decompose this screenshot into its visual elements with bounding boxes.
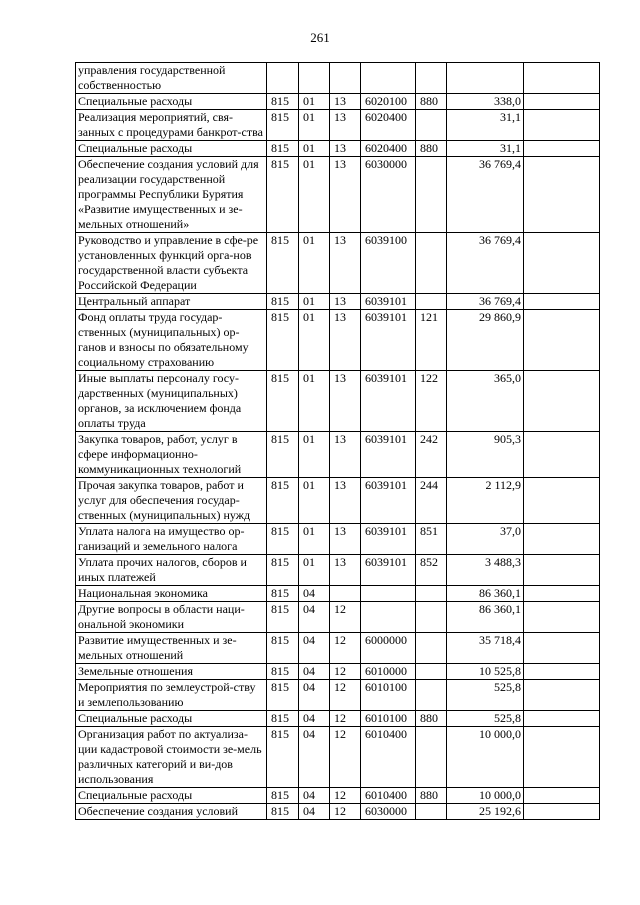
row-vr-code: 852 bbox=[416, 555, 447, 586]
row-rz-code: 04 bbox=[299, 633, 330, 664]
row-pr-code: 12 bbox=[330, 633, 361, 664]
row-gr-code: 815 bbox=[267, 711, 299, 727]
row-csr-code: 6039100 bbox=[361, 233, 416, 294]
row-gr-code: 815 bbox=[267, 602, 299, 633]
row-amount: 31,1 bbox=[447, 141, 524, 157]
table-row bbox=[76, 432, 600, 478]
row-vr-code bbox=[416, 633, 447, 664]
row-csr-code: 6020100 bbox=[361, 94, 416, 110]
row-pr-code: 13 bbox=[330, 310, 361, 371]
row-name: Закупка товаров, работ, услуг в сфере информационно-коммуникационных технологий bbox=[76, 432, 267, 478]
row-gr-code: 815 bbox=[267, 294, 299, 310]
row-amount: 86 360,1 bbox=[447, 586, 524, 602]
row-amount: 3 488,3 bbox=[447, 555, 524, 586]
row-pr-code bbox=[330, 586, 361, 602]
row-rz-code: 04 bbox=[299, 711, 330, 727]
row-rz-code: 01 bbox=[299, 555, 330, 586]
table-row bbox=[76, 586, 600, 602]
row-gr-code: 815 bbox=[267, 586, 299, 602]
row-extra bbox=[524, 524, 600, 555]
row-amount: 37,0 bbox=[447, 524, 524, 555]
row-pr-code: 12 bbox=[330, 804, 361, 820]
row-extra bbox=[524, 94, 600, 110]
row-rz-code: 04 bbox=[299, 664, 330, 680]
row-extra bbox=[524, 602, 600, 633]
row-vr-code bbox=[416, 586, 447, 602]
row-amount: 31,1 bbox=[447, 110, 524, 141]
row-rz-code: 01 bbox=[299, 432, 330, 478]
row-extra bbox=[524, 110, 600, 141]
row-csr-code: 6030000 bbox=[361, 804, 416, 820]
row-vr-code: 880 bbox=[416, 141, 447, 157]
table-row bbox=[76, 633, 600, 664]
row-csr-code: 6039101 bbox=[361, 478, 416, 524]
table-row bbox=[76, 555, 600, 586]
row-amount: 86 360,1 bbox=[447, 602, 524, 633]
row-csr-code: 6000000 bbox=[361, 633, 416, 664]
row-csr-code: 6020400 bbox=[361, 141, 416, 157]
table-row bbox=[76, 680, 600, 711]
row-name: Мероприятия по землеустрой-ству и землепользованию bbox=[76, 680, 267, 711]
row-extra bbox=[524, 63, 600, 94]
table-row bbox=[76, 233, 600, 294]
row-vr-code: 121 bbox=[416, 310, 447, 371]
row-vr-code bbox=[416, 664, 447, 680]
row-amount: 10 000,0 bbox=[447, 788, 524, 804]
row-gr-code: 815 bbox=[267, 94, 299, 110]
row-pr-code: 13 bbox=[330, 233, 361, 294]
table-row bbox=[76, 110, 600, 141]
row-pr-code: 12 bbox=[330, 664, 361, 680]
row-name: Иные выплаты персоналу госу-дарственных (муниципальных) органов, за исключением фонда оплаты труда bbox=[76, 371, 267, 432]
row-csr-code: 6039101 bbox=[361, 310, 416, 371]
row-rz-code: 04 bbox=[299, 602, 330, 633]
row-csr-code: 6010400 bbox=[361, 788, 416, 804]
row-extra bbox=[524, 711, 600, 727]
row-extra bbox=[524, 586, 600, 602]
row-amount: 25 192,6 bbox=[447, 804, 524, 820]
row-amount bbox=[447, 63, 524, 94]
row-name: Обеспечение создания условий для реализации государственной программы Республики Бурятия «Развитие имущественных и зе-мельных отношений» bbox=[76, 157, 267, 233]
row-name: Другие вопросы в области наци-ональной экономики bbox=[76, 602, 267, 633]
row-rz-code: 01 bbox=[299, 294, 330, 310]
row-name: Руководство и управление в сфе-ре установленных функций орга-нов государственной власти субъекта Российской Федерации bbox=[76, 233, 267, 294]
row-csr-code: 6010000 bbox=[361, 664, 416, 680]
row-amount: 36 769,4 bbox=[447, 233, 524, 294]
row-csr-code bbox=[361, 602, 416, 633]
row-name: Обеспечение создания условий bbox=[76, 804, 267, 820]
table-row bbox=[76, 63, 600, 94]
row-rz-code: 01 bbox=[299, 110, 330, 141]
row-rz-code bbox=[299, 63, 330, 94]
row-csr-code: 6039101 bbox=[361, 371, 416, 432]
row-gr-code: 815 bbox=[267, 478, 299, 524]
table-row bbox=[76, 727, 600, 788]
row-csr-code: 6020400 bbox=[361, 110, 416, 141]
row-vr-code: 880 bbox=[416, 94, 447, 110]
row-pr-code: 13 bbox=[330, 524, 361, 555]
row-amount: 10 000,0 bbox=[447, 727, 524, 788]
row-rz-code: 01 bbox=[299, 478, 330, 524]
row-extra bbox=[524, 157, 600, 233]
row-pr-code: 12 bbox=[330, 602, 361, 633]
row-rz-code: 01 bbox=[299, 157, 330, 233]
row-extra bbox=[524, 727, 600, 788]
row-gr-code bbox=[267, 63, 299, 94]
row-rz-code: 01 bbox=[299, 310, 330, 371]
row-amount: 29 860,9 bbox=[447, 310, 524, 371]
row-pr-code: 13 bbox=[330, 94, 361, 110]
row-vr-code bbox=[416, 110, 447, 141]
row-gr-code: 815 bbox=[267, 524, 299, 555]
table-row bbox=[76, 310, 600, 371]
row-pr-code: 13 bbox=[330, 371, 361, 432]
row-rz-code: 01 bbox=[299, 233, 330, 294]
row-extra bbox=[524, 310, 600, 371]
row-vr-code bbox=[416, 727, 447, 788]
row-extra bbox=[524, 233, 600, 294]
row-gr-code: 815 bbox=[267, 110, 299, 141]
row-extra bbox=[524, 294, 600, 310]
row-rz-code: 04 bbox=[299, 586, 330, 602]
row-pr-code: 13 bbox=[330, 110, 361, 141]
row-rz-code: 01 bbox=[299, 371, 330, 432]
row-gr-code: 815 bbox=[267, 371, 299, 432]
row-vr-code bbox=[416, 294, 447, 310]
row-name: Уплата прочих налогов, сборов и иных платежей bbox=[76, 555, 267, 586]
row-vr-code bbox=[416, 233, 447, 294]
row-amount: 10 525,8 bbox=[447, 664, 524, 680]
row-vr-code bbox=[416, 680, 447, 711]
row-vr-code: 880 bbox=[416, 711, 447, 727]
row-pr-code: 13 bbox=[330, 432, 361, 478]
row-pr-code: 13 bbox=[330, 555, 361, 586]
row-pr-code: 12 bbox=[330, 711, 361, 727]
row-extra bbox=[524, 141, 600, 157]
row-gr-code: 815 bbox=[267, 555, 299, 586]
table-row bbox=[76, 478, 600, 524]
row-name: Национальная экономика bbox=[76, 586, 267, 602]
table-row bbox=[76, 602, 600, 633]
row-csr-code: 6039101 bbox=[361, 555, 416, 586]
table-row bbox=[76, 664, 600, 680]
row-pr-code: 13 bbox=[330, 157, 361, 233]
row-gr-code: 815 bbox=[267, 680, 299, 711]
row-vr-code bbox=[416, 157, 447, 233]
table-row bbox=[76, 371, 600, 432]
table-row bbox=[76, 141, 600, 157]
row-amount: 365,0 bbox=[447, 371, 524, 432]
row-extra bbox=[524, 555, 600, 586]
row-amount: 338,0 bbox=[447, 94, 524, 110]
row-csr-code: 6010100 bbox=[361, 711, 416, 727]
row-extra bbox=[524, 478, 600, 524]
row-name: Реализация мероприятий, свя-занных с процедурами банкрот-ства bbox=[76, 110, 267, 141]
row-gr-code: 815 bbox=[267, 727, 299, 788]
row-gr-code: 815 bbox=[267, 804, 299, 820]
table-row bbox=[76, 788, 600, 804]
row-name: Специальные расходы bbox=[76, 94, 267, 110]
row-gr-code: 815 bbox=[267, 788, 299, 804]
row-amount: 2 112,9 bbox=[447, 478, 524, 524]
row-amount: 525,8 bbox=[447, 680, 524, 711]
row-csr-code: 6039101 bbox=[361, 294, 416, 310]
row-name: Земельные отношения bbox=[76, 664, 267, 680]
row-gr-code: 815 bbox=[267, 432, 299, 478]
budget-table bbox=[75, 62, 600, 820]
row-gr-code: 815 bbox=[267, 157, 299, 233]
table-row bbox=[76, 157, 600, 233]
row-name: Прочая закупка товаров, работ и услуг для обеспечения государ-ственных (муниципальных) нужд bbox=[76, 478, 267, 524]
row-extra bbox=[524, 680, 600, 711]
page-number: 261 bbox=[310, 30, 330, 45]
row-rz-code: 04 bbox=[299, 804, 330, 820]
row-pr-code: 13 bbox=[330, 478, 361, 524]
row-csr-code: 6039101 bbox=[361, 524, 416, 555]
row-gr-code: 815 bbox=[267, 310, 299, 371]
row-pr-code: 13 bbox=[330, 141, 361, 157]
row-name: управления государственной собственностью bbox=[76, 63, 267, 94]
row-extra bbox=[524, 371, 600, 432]
row-pr-code: 12 bbox=[330, 788, 361, 804]
row-csr-code: 6010100 bbox=[361, 680, 416, 711]
row-rz-code: 04 bbox=[299, 788, 330, 804]
row-extra bbox=[524, 664, 600, 680]
row-extra bbox=[524, 804, 600, 820]
row-name: Специальные расходы bbox=[76, 141, 267, 157]
row-gr-code: 815 bbox=[267, 633, 299, 664]
row-vr-code: 880 bbox=[416, 788, 447, 804]
row-csr-code bbox=[361, 586, 416, 602]
row-csr-code: 6030000 bbox=[361, 157, 416, 233]
row-name: Фонд оплаты труда государ-ственных (муниципальных) ор-ганов и взносы по обязательному социальному страхованию bbox=[76, 310, 267, 371]
row-pr-code: 12 bbox=[330, 727, 361, 788]
row-rz-code: 04 bbox=[299, 680, 330, 711]
row-vr-code: 851 bbox=[416, 524, 447, 555]
row-vr-code bbox=[416, 804, 447, 820]
row-amount: 36 769,4 bbox=[447, 294, 524, 310]
row-rz-code: 01 bbox=[299, 524, 330, 555]
row-name: Специальные расходы bbox=[76, 788, 267, 804]
table-row bbox=[76, 804, 600, 820]
table-row bbox=[76, 94, 600, 110]
row-name: Специальные расходы bbox=[76, 711, 267, 727]
row-amount: 36 769,4 bbox=[447, 157, 524, 233]
table-row bbox=[76, 711, 600, 727]
row-rz-code: 01 bbox=[299, 141, 330, 157]
row-csr-code bbox=[361, 63, 416, 94]
row-name: Развитие имущественных и зе-мельных отношений bbox=[76, 633, 267, 664]
row-amount: 905,3 bbox=[447, 432, 524, 478]
row-pr-code: 13 bbox=[330, 294, 361, 310]
table-row bbox=[76, 524, 600, 555]
table-row bbox=[76, 294, 600, 310]
row-name: Организация работ по актуализа-ции кадастровой стоимости зе-мель различных категорий и ви-дов использования bbox=[76, 727, 267, 788]
row-csr-code: 6010400 bbox=[361, 727, 416, 788]
row-name: Уплата налога на имущество ор-ганизаций и земельного налога bbox=[76, 524, 267, 555]
row-rz-code: 04 bbox=[299, 727, 330, 788]
row-pr-code: 12 bbox=[330, 680, 361, 711]
row-gr-code: 815 bbox=[267, 233, 299, 294]
row-extra bbox=[524, 788, 600, 804]
row-vr-code: 122 bbox=[416, 371, 447, 432]
row-extra bbox=[524, 633, 600, 664]
row-amount: 35 718,4 bbox=[447, 633, 524, 664]
row-rz-code: 01 bbox=[299, 94, 330, 110]
row-name: Центральный аппарат bbox=[76, 294, 267, 310]
row-gr-code: 815 bbox=[267, 141, 299, 157]
row-csr-code: 6039101 bbox=[361, 432, 416, 478]
row-amount: 525,8 bbox=[447, 711, 524, 727]
row-pr-code bbox=[330, 63, 361, 94]
row-vr-code: 242 bbox=[416, 432, 447, 478]
row-gr-code: 815 bbox=[267, 664, 299, 680]
row-extra bbox=[524, 432, 600, 478]
row-vr-code: 244 bbox=[416, 478, 447, 524]
row-vr-code bbox=[416, 63, 447, 94]
row-vr-code bbox=[416, 602, 447, 633]
